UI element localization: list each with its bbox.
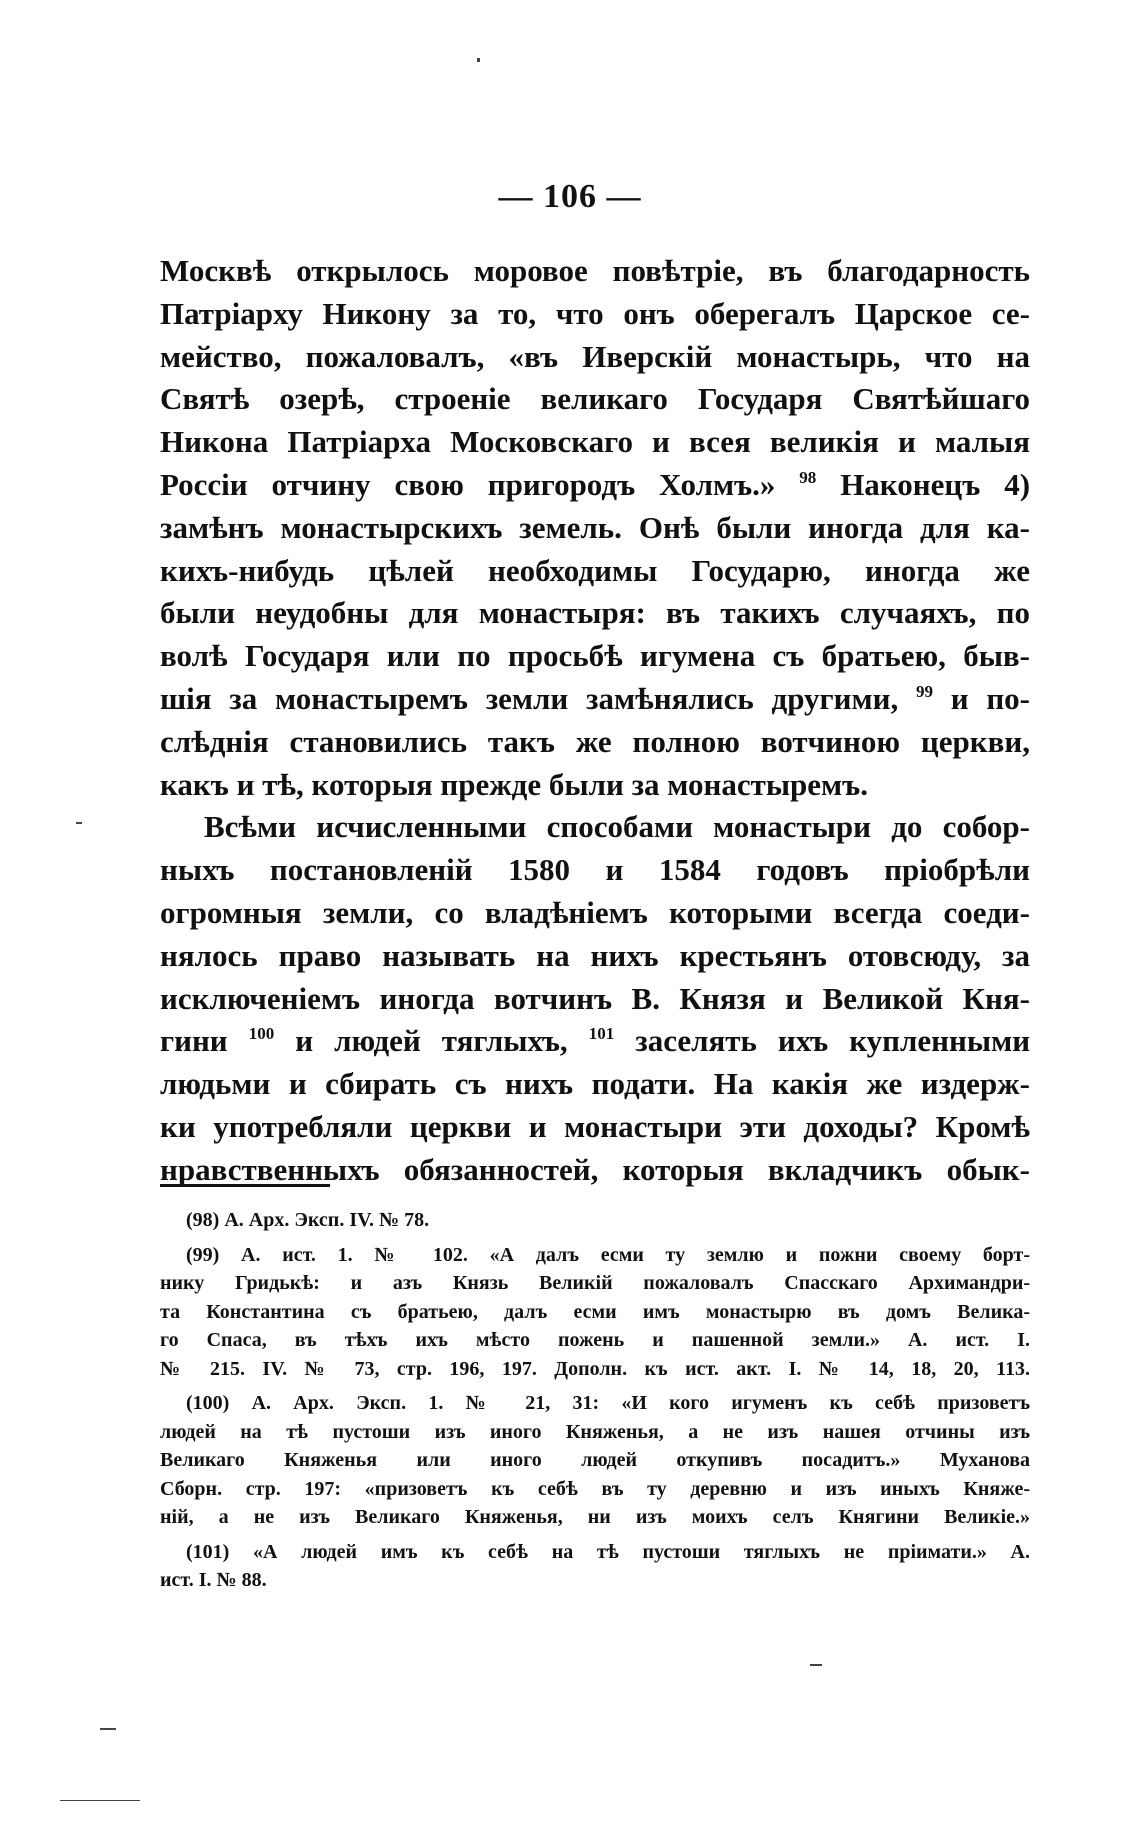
scan-speck <box>76 822 82 824</box>
footnote-separator <box>160 1184 330 1187</box>
text-fragment: Наконецъ 4) <box>840 466 1030 502</box>
scan-speck <box>100 1728 116 1730</box>
text-line: огромныя земли, со владѣніемъ которыми всегда соеди- <box>160 894 1030 930</box>
footnote-ref: 98 <box>799 467 817 487</box>
text-line: нялось право называть на нихъ крестьянъ отовсюду, за <box>160 937 1030 973</box>
footnote-ref: 99 <box>915 681 933 701</box>
footnote-line: нику Гридькѣ: и азъ Князь Великій пожаловалъ Спасскаго Архимандри- <box>160 1272 1030 1294</box>
text-line: кихъ-нибудь цѣлей необходимы Государю, иногда же <box>160 552 1030 588</box>
text-fragment: и по- <box>950 680 1030 716</box>
text-line: Всѣми исчисленными способами монастыри до собор- <box>204 809 1030 845</box>
text-line: Никона Патріарха Московскаго и всея великія и малыя <box>160 424 1030 460</box>
text-line <box>160 464 1030 507</box>
text-line: замѣнъ монастырскихъ земель. Онѣ были иногда для ка- <box>160 509 1030 545</box>
footnote-line: Великаго Княженья или иного людей откупивъ посадитъ.» Муханова <box>160 1449 1030 1471</box>
text-line: Патріарху Никону за то, что онъ оберегалъ Царское се- <box>160 295 1030 331</box>
text-fragment: и людей тяглыхъ, <box>295 1023 568 1059</box>
text-fragment: шія за монастыремъ земли замѣнялись другими, <box>160 680 899 716</box>
footnote-line: (99) А. ист. 1. № 102. «А далъ есми ту землю и пожни своему борт- <box>186 1243 1030 1266</box>
footnote-line: № 215. IV. № 73, стр. 196, 197. Дополн. къ ист. акт. I. № 14, 18, 20, 113. <box>160 1357 1030 1380</box>
footnotes <box>160 1206 1030 1595</box>
scan-speck <box>477 58 480 62</box>
text-line: какъ и тѣ, которыя прежде были за монастыремъ. <box>160 766 868 802</box>
text-line: нравственныхъ обязанностей, которыя вкладчикъ обык- <box>160 1151 1030 1187</box>
text-line: были неудобны для монастыря: въ такихъ случаяхъ, по <box>160 595 1030 631</box>
text-line <box>160 1020 1030 1063</box>
scan-speck <box>810 1664 822 1666</box>
text-line <box>160 678 1030 721</box>
footnote-line: людей на тѣ пустоши изъ иного Княженья, а не изъ нашея отчины изъ <box>160 1420 1030 1443</box>
footnote-line: та Константина съ братьею, далъ есми имъ монастырю въ домъ Велика- <box>160 1300 1030 1323</box>
text-fragment: Россіи отчину свою пригородъ Холмъ.» <box>160 466 776 502</box>
footnote-line: (101) «А людей имъ къ себѣ на тѣ пустоши тяглыхъ не пріимати.» А. <box>186 1540 1030 1563</box>
footnote-ref: 100 <box>248 1024 275 1044</box>
footnote-ref: 101 <box>588 1024 615 1044</box>
footnote-line: (100) А. Арх. Эксп. 1. № 21, 31: «И кого игуменъ къ себѣ призоветъ <box>186 1392 1030 1414</box>
text-line: Святѣ озерѣ, строеніе великаго Государя Святѣйшаго <box>160 381 1030 417</box>
text-line: волѣ Государя или по просьбѣ игумена съ братьею, быв- <box>160 638 1030 674</box>
text-line: мейство, пожаловалъ, «въ Иверскій монастырь, что на <box>160 338 1030 374</box>
text-line: слѣднія становились такъ же полною вотчиною церкви, <box>160 723 1030 759</box>
footnote-line: ній, а не изъ Великаго Княженья, ни изъ моихъ селъ Княгини Великіе.» <box>160 1506 1030 1528</box>
text-line: людьми и сбирать съ нихъ подати. На какія же издерж- <box>160 1066 1030 1102</box>
footnote-line: ист. I. № 88. <box>160 1569 267 1591</box>
text-line: исключеніемъ иногда вотчинъ В. Князя и Великой Кня- <box>160 980 1030 1016</box>
text-line: ныхъ постановленій 1580 и 1584 годовъ пріобрѣли <box>160 852 1030 888</box>
page-number: — 106 — <box>498 178 642 215</box>
footnote-line: го Спаса, въ тѣхъ ихъ мѣсто пожень и пашенной земли.» А. ист. I. <box>160 1329 1030 1351</box>
text-fragment: заселять ихъ купленными <box>635 1023 1030 1059</box>
footnote-line: (98) А. Арх. Эксп. IV. № 78. <box>186 1209 430 1231</box>
text-line: Москвѣ открылось моровое повѣтріе, въ благодарность <box>160 253 1030 288</box>
footnote-line: Сборн. стр. 197: «призоветъ къ себѣ въ ту деревню и изъ иныхъ Княже- <box>160 1477 1030 1500</box>
text-line: ки употребляли церкви и монастыри эти доходы? Кромѣ <box>160 1108 1030 1144</box>
scan-speck <box>60 1800 140 1801</box>
text-fragment: гини <box>160 1023 228 1059</box>
main-text <box>160 250 1030 1192</box>
